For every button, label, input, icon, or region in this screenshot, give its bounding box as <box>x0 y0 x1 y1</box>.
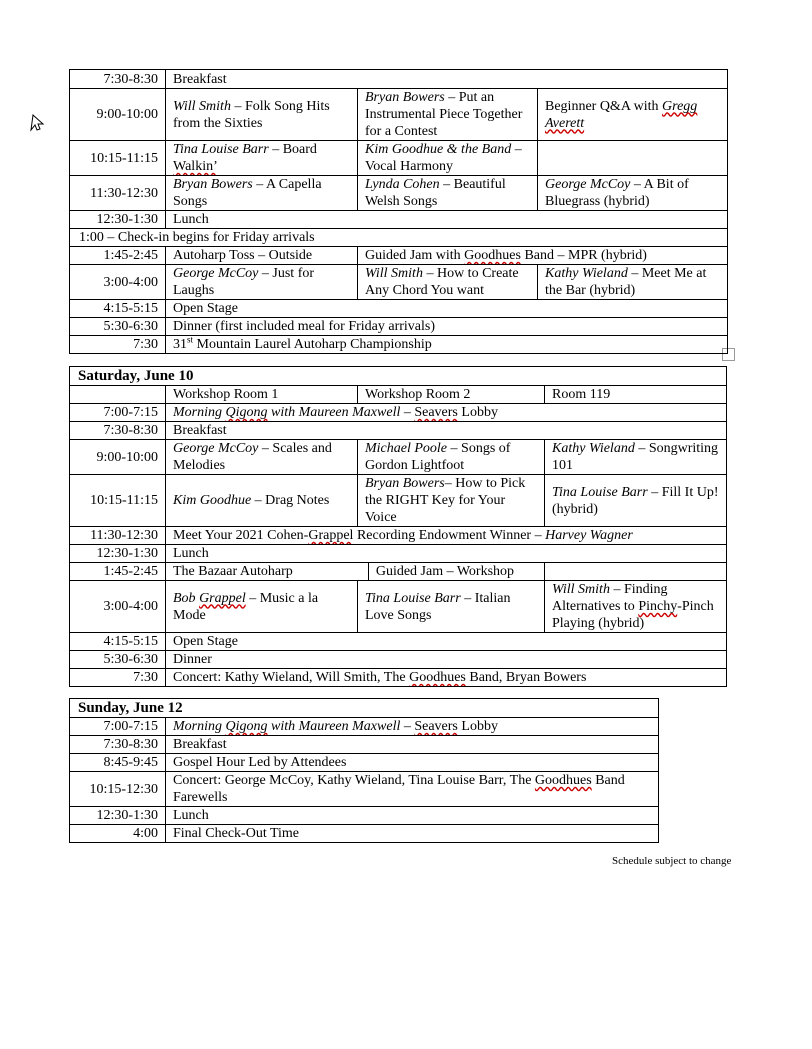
presenter: Kim Goodhue & the Band <box>365 142 512 157</box>
time-cell: 1:45-2:45 <box>70 247 166 265</box>
table-row <box>70 718 659 736</box>
event-cell <box>166 475 358 527</box>
event-part: Farewells <box>173 790 228 805</box>
ordinal-number: 31 <box>173 337 187 352</box>
session-title-cont: Band – MPR (hybrid) <box>520 248 647 263</box>
event-label: Mountain Laurel Autoharp Championship <box>193 337 432 352</box>
session-title: Guided Jam with <box>365 248 465 263</box>
time-cell: 12:30-1:30 <box>70 807 166 825</box>
time-cell: 3:00-4:00 <box>70 581 166 633</box>
session-title-cont: Pinchy <box>638 599 678 614</box>
event-part: Band <box>591 773 625 788</box>
room-header: Room 119 <box>545 386 727 404</box>
time-cell: 8:45-9:45 <box>70 754 166 772</box>
table-row <box>70 772 659 807</box>
table-row <box>70 545 727 563</box>
table-row <box>70 70 728 89</box>
time-cell: 5:30-6:30 <box>70 651 166 669</box>
event-part: Lobby <box>457 405 498 420</box>
friday-schedule-table <box>69 69 728 354</box>
session-title: – Finding Alternatives to <box>552 582 668 614</box>
presenter: Bryan Bowers <box>365 476 445 491</box>
presenter: Tina Louise Barr <box>552 484 648 500</box>
band-name: Goodhues <box>464 248 521 263</box>
presenter: George McCoy <box>545 177 631 192</box>
time-cell: 5:30-6:30 <box>70 318 166 336</box>
time-cell: 7:30-8:30 <box>70 422 166 440</box>
table-row <box>70 386 727 404</box>
table-row <box>70 211 728 229</box>
event-cell <box>166 581 358 633</box>
event-cell <box>166 440 358 475</box>
sunday-schedule-table <box>69 698 659 843</box>
time-cell: 7:30-8:30 <box>70 70 166 89</box>
table-row <box>70 736 659 754</box>
table-row <box>70 825 659 843</box>
session-title: Guided Jam – Workshop <box>375 564 515 579</box>
time-cell: 4:15-5:15 <box>70 300 166 318</box>
presenter: Gregg Averett <box>545 98 698 131</box>
time-cell: 10:15-12:30 <box>70 772 166 807</box>
table-row <box>70 651 727 669</box>
event-cell <box>166 404 727 422</box>
session-title: – Meet Me at the Bar (hybrid) <box>545 266 707 298</box>
mouse-pointer-icon <box>29 112 45 132</box>
table-row <box>70 527 727 545</box>
event-cell <box>358 475 545 527</box>
session-title: – Songs of Gordon Lightfoot <box>365 441 511 473</box>
session-title: – Folk Song Hits from the Sixties <box>173 98 330 131</box>
table-row <box>70 89 728 141</box>
session-title: – Italian Love Songs <box>365 590 511 623</box>
event-part: with Maureen Maxwell <box>267 719 401 734</box>
event-cell <box>538 141 728 176</box>
saturday-schedule-table <box>69 366 727 687</box>
event-cell: Breakfast <box>166 422 727 440</box>
table-row <box>70 699 659 718</box>
session-title: – Vocal Harmony <box>365 142 522 174</box>
event-cell <box>358 176 538 211</box>
event-cell: Lunch <box>166 545 727 563</box>
event-part: Recording Endowment Winner – <box>353 528 546 543</box>
table-row <box>70 404 727 422</box>
event-cell: Lunch <box>166 807 659 825</box>
event-cell <box>166 176 358 211</box>
event-cell <box>545 581 727 633</box>
time-cell: 1:45-2:45 <box>70 563 166 581</box>
time-cell: 9:00-10:00 <box>70 89 166 141</box>
session-title: – Just for Laughs <box>173 266 315 298</box>
event-cell: Final Check-Out Time <box>166 825 659 843</box>
table-row <box>70 300 728 318</box>
event-cell: Open Stage <box>166 300 728 318</box>
table-row <box>70 229 728 247</box>
time-cell: 10:15-11:15 <box>70 475 166 527</box>
time-cell: 7:00-7:15 <box>70 718 166 736</box>
event-part: Meet Your 2021 Cohen- <box>173 528 309 543</box>
presenter: Bryan Bowers <box>173 177 253 192</box>
event-cell <box>358 141 538 176</box>
session-title: – Fill It Up! (hybrid) <box>552 484 719 517</box>
band-name: Goodhues <box>409 670 466 685</box>
presenter: Will Smith <box>365 266 423 281</box>
session-title-cont: -Pinch Playing (hybrid) <box>552 599 714 631</box>
event-part: Seavers <box>414 719 458 734</box>
table-row <box>70 475 727 527</box>
time-cell: 7:30 <box>70 336 166 354</box>
event-part: Concert: Kathy Wieland, Will Smith, The <box>173 670 410 685</box>
time-cell: 11:30-12:30 <box>70 527 166 545</box>
session-title: – Put an Instrumental Piece Together for a Contest <box>365 90 523 139</box>
event-cell <box>358 440 545 475</box>
event-cell <box>538 89 728 141</box>
event-part: Band, Bryan Bowers <box>465 670 587 685</box>
event-cell <box>545 440 727 475</box>
time-cell <box>70 386 166 404</box>
event-cell: Breakfast <box>166 70 728 89</box>
table-row <box>70 422 727 440</box>
session-title-cont: Walkin’ <box>173 159 218 174</box>
event-cell <box>545 475 727 527</box>
presenter: Bryan Bowers <box>365 90 445 105</box>
time-cell: 7:30 <box>70 669 166 687</box>
time-cell: 3:00-4:00 <box>70 265 166 300</box>
presenter: Kathy Wieland <box>545 266 628 281</box>
presenter: Michael Poole <box>365 441 448 456</box>
event-cell <box>166 718 659 736</box>
event-part: Qigong <box>225 719 268 734</box>
room-header: Workshop Room 2 <box>358 386 545 404</box>
time-cell: 11:30-12:30 <box>70 176 166 211</box>
event-part: – <box>400 719 415 734</box>
event-cell <box>358 89 538 141</box>
event-cell: Dinner (first included meal for Friday arrivals) <box>166 318 728 336</box>
event-cell <box>538 265 728 300</box>
table-row <box>70 176 728 211</box>
presenter: Grappel <box>199 590 246 606</box>
table-row <box>70 633 727 651</box>
presenter: Kathy Wieland <box>552 441 635 456</box>
event-cell <box>358 581 545 633</box>
event-cell <box>166 527 727 545</box>
session-title: – Songwriting 101 <box>552 441 719 473</box>
table-row <box>70 141 728 176</box>
event-cell: Gospel Hour Led by Attendees <box>166 754 659 772</box>
presenter: Tina Louise Barr <box>365 590 461 606</box>
day-heading: Sunday, June 12 <box>70 699 659 718</box>
event-cell <box>358 265 538 300</box>
event-cell <box>358 247 728 265</box>
event-part: Grappel <box>308 528 354 543</box>
table-row <box>70 247 728 265</box>
event-part: Lobby <box>457 719 498 734</box>
event-cell <box>166 265 358 300</box>
table-row <box>70 336 728 354</box>
session-title: The Bazaar Autoharp <box>166 563 369 580</box>
time-cell: 7:00-7:15 <box>70 404 166 422</box>
event-cell: Breakfast <box>166 736 659 754</box>
event-cell <box>166 772 659 807</box>
event-part: – <box>400 405 415 420</box>
table-row <box>70 669 727 687</box>
presenter: George McCoy <box>173 441 259 456</box>
day-heading: Saturday, June 10 <box>70 367 727 386</box>
session-title: – A Capella Songs <box>173 177 322 209</box>
session-title: – Beautiful Welsh Songs <box>365 177 506 209</box>
event-cell: Dinner <box>166 651 727 669</box>
event-cell <box>166 89 358 141</box>
room-header: Workshop Room 1 <box>166 386 358 404</box>
presenter: Bob <box>173 590 200 606</box>
time-cell: 10:15-11:15 <box>70 141 166 176</box>
event-part: Seavers <box>414 405 458 420</box>
table-row <box>70 440 727 475</box>
presenter: Kim Goodhue <box>173 493 252 508</box>
event-cell <box>166 669 727 687</box>
event-cell <box>166 563 545 581</box>
event-cell: Open Stage <box>166 633 727 651</box>
session-title: – How to Pick the RIGHT Key for Your Voice <box>365 476 526 525</box>
event-part: Concert: George McCoy, Kathy Wieland, Tina Louise Barr, The <box>173 773 535 788</box>
session-title: Beginner Q&A with <box>545 98 663 114</box>
session-title: – A Bit of Bluegrass (hybrid) <box>545 177 689 209</box>
event-cell: Lunch <box>166 211 728 229</box>
table-row <box>70 807 659 825</box>
time-cell: 12:30-1:30 <box>70 211 166 229</box>
presenter: Will Smith <box>552 582 610 597</box>
table-row <box>70 754 659 772</box>
event-part: Qigong <box>225 405 268 420</box>
presenter: Harvey Wagner <box>545 528 633 543</box>
event-part: Morning <box>173 719 226 734</box>
event-cell: 1:00 – Check-in begins for Friday arrivals <box>70 229 728 247</box>
table-row <box>70 318 728 336</box>
event-part: with Maureen Maxwell <box>267 405 401 420</box>
table-row <box>70 563 727 581</box>
session-title: – Music a la Mode <box>173 590 319 623</box>
event-part: Morning <box>173 405 226 420</box>
time-cell: 4:00 <box>70 825 166 843</box>
event-cell <box>538 176 728 211</box>
table-row <box>70 581 727 633</box>
event-cell <box>166 141 358 176</box>
ordinal-suffix: st <box>187 335 194 345</box>
session-title: – Scales and Melodies <box>173 441 332 473</box>
time-cell: 12:30-1:30 <box>70 545 166 563</box>
band-name: Goodhues <box>534 773 592 788</box>
event-cell <box>166 336 728 354</box>
event-cell <box>545 563 727 581</box>
presenter: Tina Louise Barr <box>173 142 269 157</box>
time-cell: 9:00-10:00 <box>70 440 166 475</box>
time-cell: 4:15-5:15 <box>70 633 166 651</box>
presenter: George McCoy <box>173 266 259 281</box>
session-title: – How to Create Any Chord You want <box>365 266 519 298</box>
footnote: Schedule subject to change <box>612 855 732 867</box>
session-title: – Board <box>268 142 317 157</box>
time-cell: 7:30-8:30 <box>70 736 166 754</box>
presenter: Lynda Cohen <box>365 177 440 192</box>
presenter: Will Smith <box>173 98 231 114</box>
session-title: – Drag Notes <box>251 493 330 508</box>
table-row <box>70 367 727 386</box>
table-row <box>70 265 728 300</box>
event-cell: Autoharp Toss – Outside <box>166 247 358 265</box>
